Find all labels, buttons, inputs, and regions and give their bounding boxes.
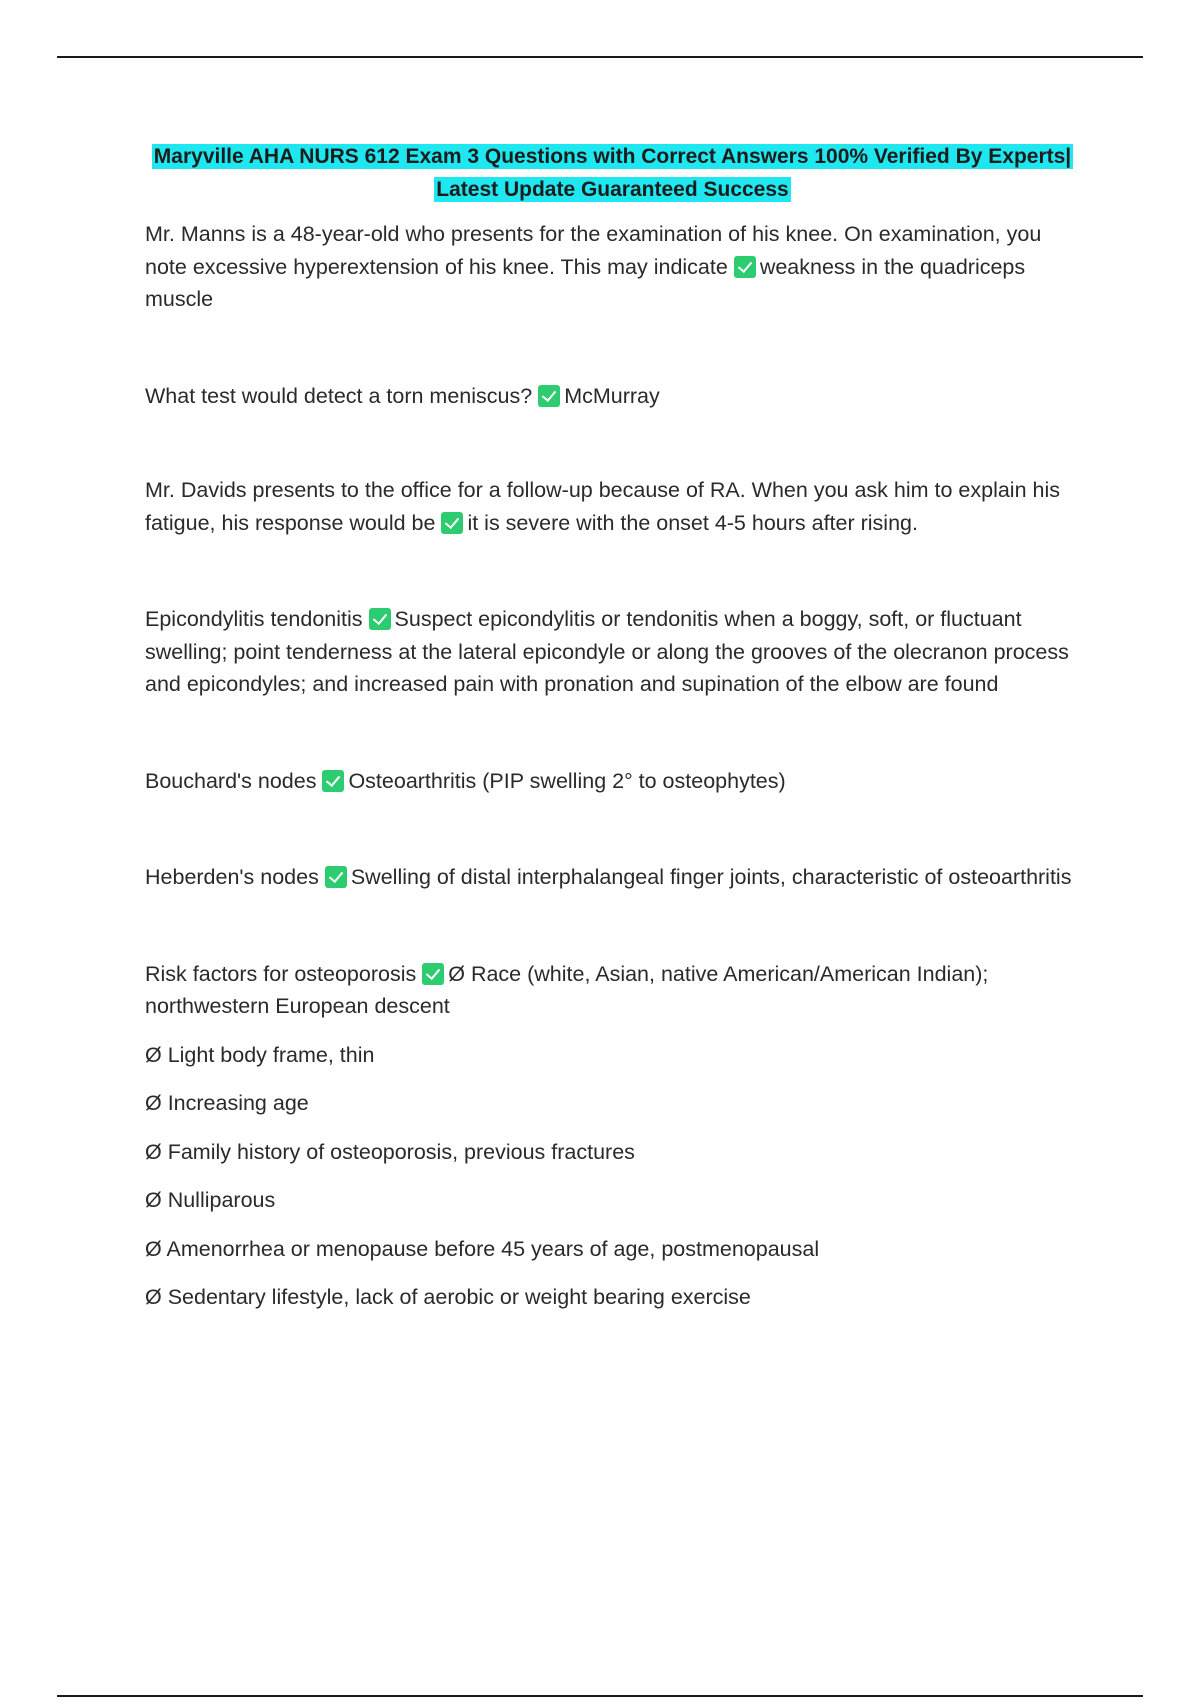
- check-icon: [369, 608, 391, 630]
- check-icon: [422, 963, 444, 985]
- answer-text: Ø Race (white, Asian, native American/American Indian); northwestern European descent: [145, 961, 989, 1018]
- check-icon: [734, 256, 756, 278]
- qa-item-7: [145, 958, 1080, 1023]
- risk-factor-item: Ø Sedentary lifestyle, lack of aerobic or weight bearing exercise: [145, 1285, 751, 1309]
- header-rule: [57, 56, 1143, 58]
- qa-item-1: [145, 218, 1080, 316]
- answer-text: it is severe with the onset 4-5 hours after rising.: [467, 510, 918, 535]
- qa-item-5: [145, 765, 1080, 798]
- document-body: [145, 140, 1080, 1314]
- question-text: Risk factors for osteoporosis: [145, 961, 417, 986]
- risk-factor-item: Ø Nulliparous: [145, 1188, 276, 1212]
- answer-text: weakness in the quadriceps muscle: [145, 254, 1026, 311]
- answer-text: Osteoarthritis (PIP swelling 2° to osteophytes): [348, 768, 786, 793]
- qa-item-4: [145, 603, 1080, 701]
- question-text: Epicondylitis tendonitis: [145, 607, 363, 631]
- answer-text: Swelling of distal interphalangeal finger joints, characteristic of osteoarthritis: [350, 865, 1072, 889]
- check-icon: [441, 512, 463, 534]
- check-icon: [322, 770, 344, 792]
- answer-text: Suspect epicondylitis or tendonitis when a boggy, soft, or fluctuant swelling; point tenderness at the lateral epicondyle or along the grooves of the olecranon process and epicondyles; and increased pain with pronation and supination of the elbow are found: [145, 607, 1069, 696]
- risk-factor-item: Ø Light body frame, thin: [145, 1042, 375, 1067]
- question-text: Bouchard's nodes: [145, 768, 317, 793]
- title-line-2: Latest Update Guaranteed Success: [436, 178, 789, 201]
- document-title: [145, 140, 1080, 206]
- title-line-1: Maryville AHA NURS 612 Exam 3 Questions with Correct Answers 100% Verified By Experts|: [153, 145, 1072, 168]
- question-text: Mr. Manns is a 48-year-old who presents for the examination of his knee. On examination, you note excessive hyperextension of his knee. This may indicate: [145, 222, 1042, 279]
- check-icon: [538, 385, 560, 407]
- risk-factor-item: Ø Family history of osteoporosis, previous fractures: [145, 1139, 635, 1164]
- footer-rule: [57, 1695, 1143, 1697]
- answer-text: McMurray: [564, 383, 660, 408]
- question-text: Heberden's nodes: [145, 865, 319, 889]
- qa-item-2: [145, 380, 1080, 413]
- qa-item-6: [145, 861, 1080, 894]
- risk-factor-item: Ø Increasing age: [145, 1091, 309, 1115]
- risk-factor-item: Ø Amenorrhea or menopause before 45 years of age, postmenopausal: [145, 1236, 820, 1261]
- question-text: Mr. Davids presents to the office for a follow-up because of RA. When you ask him to explain his fatigue, his response would be: [145, 478, 1060, 535]
- qa-item-3: [145, 474, 1080, 539]
- question-text: What test would detect a torn meniscus?: [145, 383, 533, 408]
- check-icon: [325, 866, 347, 888]
